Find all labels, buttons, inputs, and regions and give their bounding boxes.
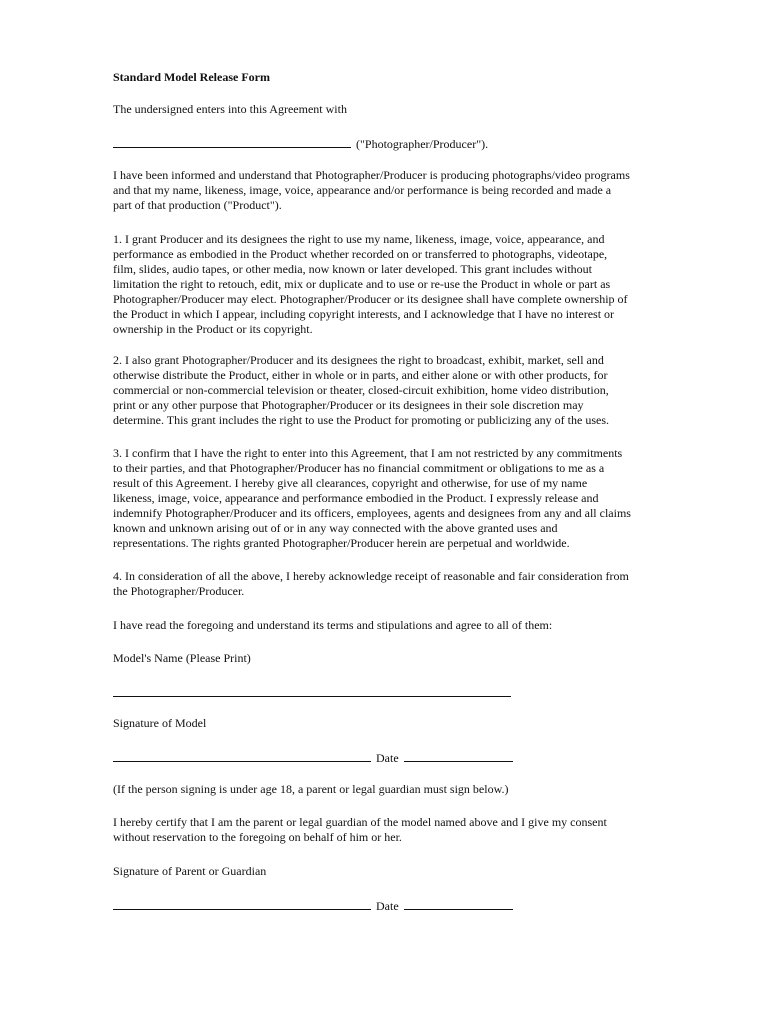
model-signature-line [113, 749, 513, 766]
model-name-label: Model's Name (Please Print) [113, 651, 251, 665]
text-line: 3. I confirm that I have the right to enter into this Agreement, that I am not restricted by any commitments [113, 446, 623, 460]
text-line: print or any other purpose that Photographer/Producer or its designees in their sole discretion may [113, 398, 584, 412]
text-line: result of this Agreement. I hereby give all clearances, copyright and otherwise, for use of my name [113, 476, 588, 490]
model-date-field[interactable] [404, 749, 513, 762]
text-line: I have been informed and understand that Photographer/Producer is producing photographs/video programs [113, 168, 630, 182]
acknowledgement: I have read the foregoing and understand its terms and stipulations and agree to all of them: [113, 618, 553, 632]
clause-3 [113, 446, 631, 551]
text-line: performance as embodied in the Product whether recorded on or transferred to photographs, videotape, [113, 247, 608, 261]
text-line: representations. The rights granted Photographer/Producer herein are perpetual and worldwide. [113, 536, 570, 550]
date-label: Date [376, 899, 399, 913]
clause-1 [113, 232, 628, 337]
text-line: 4. In consideration of all the above, I hereby acknowledge receipt of reasonable and fair consideration from [113, 569, 629, 583]
parent-signature-line [113, 897, 513, 914]
text-line: indemnify Photographer/Producer and its officers, employees, agents and designees from any and all claims [113, 506, 631, 520]
parent-signature-field[interactable] [113, 897, 371, 910]
text-line: to their parties, and that Photographer/Producer has no financial commitment or obligations to me as a [113, 461, 605, 475]
text-line: the Photographer/Producer. [113, 584, 245, 598]
guardian-certification [113, 815, 607, 845]
intro-paragraph [113, 168, 630, 213]
model-signature-label: Signature of Model [113, 716, 207, 730]
text-line: without reservation to the foregoing on behalf of him or her. [113, 830, 402, 844]
text-line: part of that production ("Product"). [113, 198, 282, 212]
text-line: ownership in the Product or its copyright. [113, 322, 313, 336]
model-signature-field[interactable] [113, 749, 371, 762]
clause-4 [113, 569, 629, 599]
photographer-label: ("Photographer/Producer"). [356, 137, 489, 151]
parent-signature-label: Signature of Parent or Guardian [113, 864, 267, 878]
model-name-field[interactable] [113, 684, 511, 697]
text-line: commercial or non-commercial television or theater, closed-circuit exhibition, home video distribution, [113, 383, 609, 397]
text-line: the Product in which I appear, including copyright interests, and I acknowledge that I have no interest or [113, 307, 615, 321]
photographer-line [113, 135, 488, 152]
text-line: I hereby certify that I am the parent or legal guardian of the model named above and I give my consent [113, 815, 607, 829]
model-name-line [113, 684, 511, 701]
text-line: likeness, image, voice, appearance and performance embodied in the Product. I expressly release and [113, 491, 599, 505]
minor-note: (If the person signing is under age 18, a parent or legal guardian must sign below.) [113, 782, 509, 796]
text-line: known and unknown arising out of or in any way connected with the above granted uses and [113, 521, 558, 535]
text-line: determine. This grant includes the right to use the Product for promoting or publicizing any of the uses. [113, 413, 610, 427]
intro-line: The undersigned enters into this Agreement with [113, 102, 347, 116]
text-line: and that my name, likeness, image, voice, appearance and/or performance is being recorded and made a [113, 183, 612, 197]
text-line: 1. I grant Producer and its designees the right to use my name, likeness, image, voice, appearance, and [113, 232, 605, 246]
text-line: otherwise distribute the Product, either in whole or in parts, and either alone or with other products, for [113, 368, 608, 382]
date-label: Date [376, 751, 399, 765]
photographer-name-field[interactable] [113, 135, 351, 148]
parent-date-field[interactable] [404, 897, 513, 910]
form-title: Standard Model Release Form [113, 70, 270, 84]
clause-2 [113, 353, 609, 428]
text-line: Photographer/Producer may elect. Photographer/Producer or its designee shall have complete ownership of [113, 292, 628, 306]
text-line: 2. I also grant Photographer/Producer and its designees the right to broadcast, exhibit, market, sell and [113, 353, 604, 367]
text-line: limitation the right to retouch, edit, mix or duplicate and to use or re-use the Product in whole or part as [113, 277, 611, 291]
text-line: film, slides, audio tapes, or other media, now known or later developed. This grant includes without [113, 262, 593, 276]
